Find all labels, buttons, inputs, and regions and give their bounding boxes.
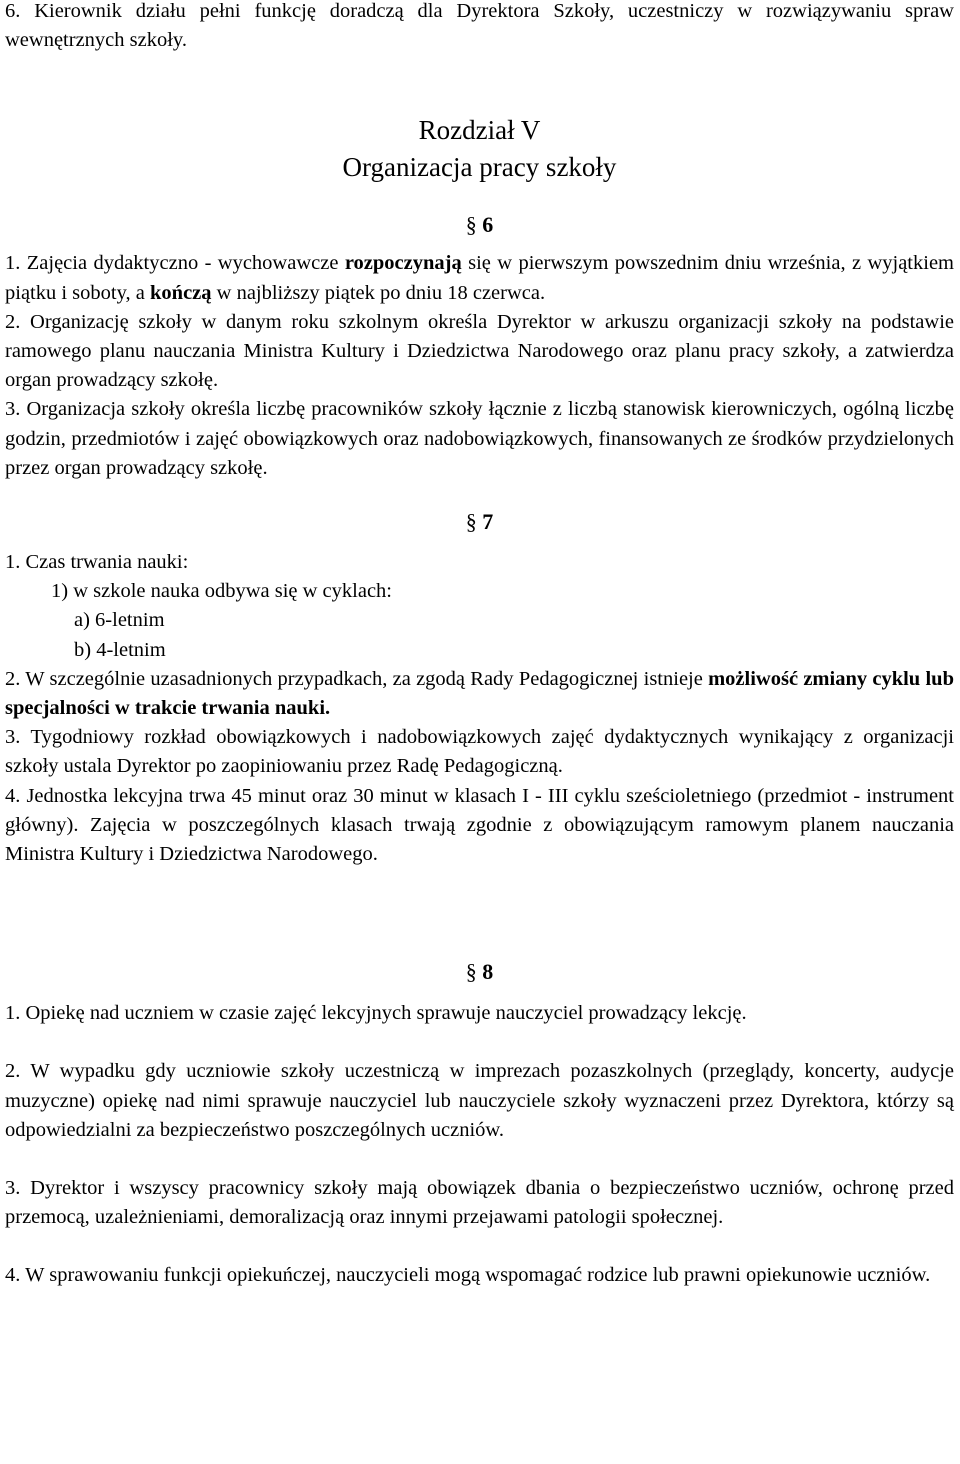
chapter-title: Rozdział V — [418, 115, 541, 146]
s6-p1-text-c: się w pierwszym powszednim dniu września, z wyjątkiem piątku i soboty, a — [5, 252, 954, 304]
s7-paragraph-4: 4. Jednostka lekcyjna trwa 45 minut oraz 30 minut w klasach I - III cyklu sześcioletniego (przedmiot - instrument główny). Zajęcia w poszczególnych klasach trwają zgodnie z obowiązującym ramowym planem nauczania Ministra Kultury i Dziedzictwa Narodowego. — [5, 784, 954, 866]
s7-paragraph-2 — [5, 665, 954, 723]
s6-paragraph-3: 3. Organizacja szkoły określa liczbę pracowników szkoły łącznie z liczbą stanowisk kierowniczych, ogólną liczbę godzin, przedmiotów i zajęć obowiązkowych oraz nadobowiązkowych, finansowanych ze środków przydzielonych przez organ prowadzący szkołę. — [5, 398, 954, 479]
s7-paragraph-1-item-b: b) 4-letnim — [74, 638, 166, 661]
s7-paragraph-1-item-a: a) 6-letnim — [74, 609, 165, 632]
section-6-heading — [5, 210, 954, 239]
s7-paragraph-3: 3. Tygodniowy rozkład obowiązkowych i nadobowiązkowych zajęć dydaktycznych wynikający z organizacji szkoły ustala Dyrektor po zaopiniowaniu przez Radę Pedagogiczną. — [5, 726, 954, 778]
s6-p1-emphasis-end: kończą — [150, 281, 212, 304]
section-7-heading — [5, 507, 954, 536]
s7-p2-text: 2. W szczególnie uzasadnionych przypadkach, za zgodą Rady Pedagogicznej istnieje — [5, 667, 709, 690]
s6-p1-emphasis-start: rozpoczynają — [344, 252, 462, 275]
section-number: 7 — [482, 509, 494, 535]
s7-p2-emphasis: możliwość zmiany cyklu lub specjalności w trakcie trwania nauki. — [5, 667, 954, 720]
s6-p1-text-e: w najbliższy piątek po dniu 18 czerwca. — [211, 281, 546, 304]
s6-paragraph-1 — [5, 249, 954, 307]
section-number: 6 — [482, 212, 494, 238]
chapter-heading — [5, 112, 954, 186]
s8-paragraph-4: 4. W sprawowaniu funkcji opiekuńczej, nauczycieli mogą wspomagać rodzice lub prawni opiekunowie uczniów. — [5, 1264, 931, 1287]
section-sign-icon: § — [465, 959, 477, 985]
section-sign-icon: § — [465, 509, 477, 535]
section-number: 8 — [482, 959, 494, 985]
s7-paragraph-1: 1. Czas trwania nauki: — [5, 551, 189, 574]
paragraph-6-kierownik: 6. Kierownik działu pełni funkcję doradczą dla Dyrektora Szkoły, uczestniczy w rozwiązywaniu spraw wewnętrznych szkoły. — [5, 0, 954, 52]
section-sign-icon: § — [465, 212, 477, 238]
section-8-heading — [5, 957, 954, 986]
chapter-subtitle: Organizacja pracy szkoły — [342, 152, 617, 183]
s8-paragraph-3: 3. Dyrektor i wszyscy pracownicy szkoły mają obowiązek dbania o bezpieczeństwo uczniów, ochronę przed przemocą, uzależnieniami, demoralizacją oraz innymi przejawami patologii społecznej. — [5, 1177, 954, 1229]
s8-paragraph-2: 2. W wypadku gdy uczniowie szkoły uczestniczą w imprezach pozaszkolnych (przeglądy, koncerty, audycje muzyczne) opiekę nad nimi sprawuje nauczyciel lub nauczyciele szkoły wyznaczeni przez Dyrektora, którzy są odpowiedzialni za bezpieczeństwo poszczególnych uczniów. — [5, 1060, 954, 1141]
s7-paragraph-1-item-1: 1) w szkole nauka odbywa się w cyklach: — [51, 580, 392, 603]
s6-paragraph-2: 2. Organizację szkoły w danym roku szkolnym określa Dyrektor w arkuszu organizacji szkoły na podstawie ramowego planu nauczania Ministra Kultury i Dziedzictwa Narodowego oraz planu pracy szkoły, a zatwierdza organ prowadzący szkołę. — [5, 310, 954, 392]
s6-p1-text-a: 1. Zajęcia dydaktyczno - wychowawcze — [5, 252, 345, 275]
s8-paragraph-1: 1. Opiekę nad uczniem w czasie zajęć lekcyjnych sprawuje nauczyciel prowadzący lekcję. — [5, 1002, 747, 1025]
